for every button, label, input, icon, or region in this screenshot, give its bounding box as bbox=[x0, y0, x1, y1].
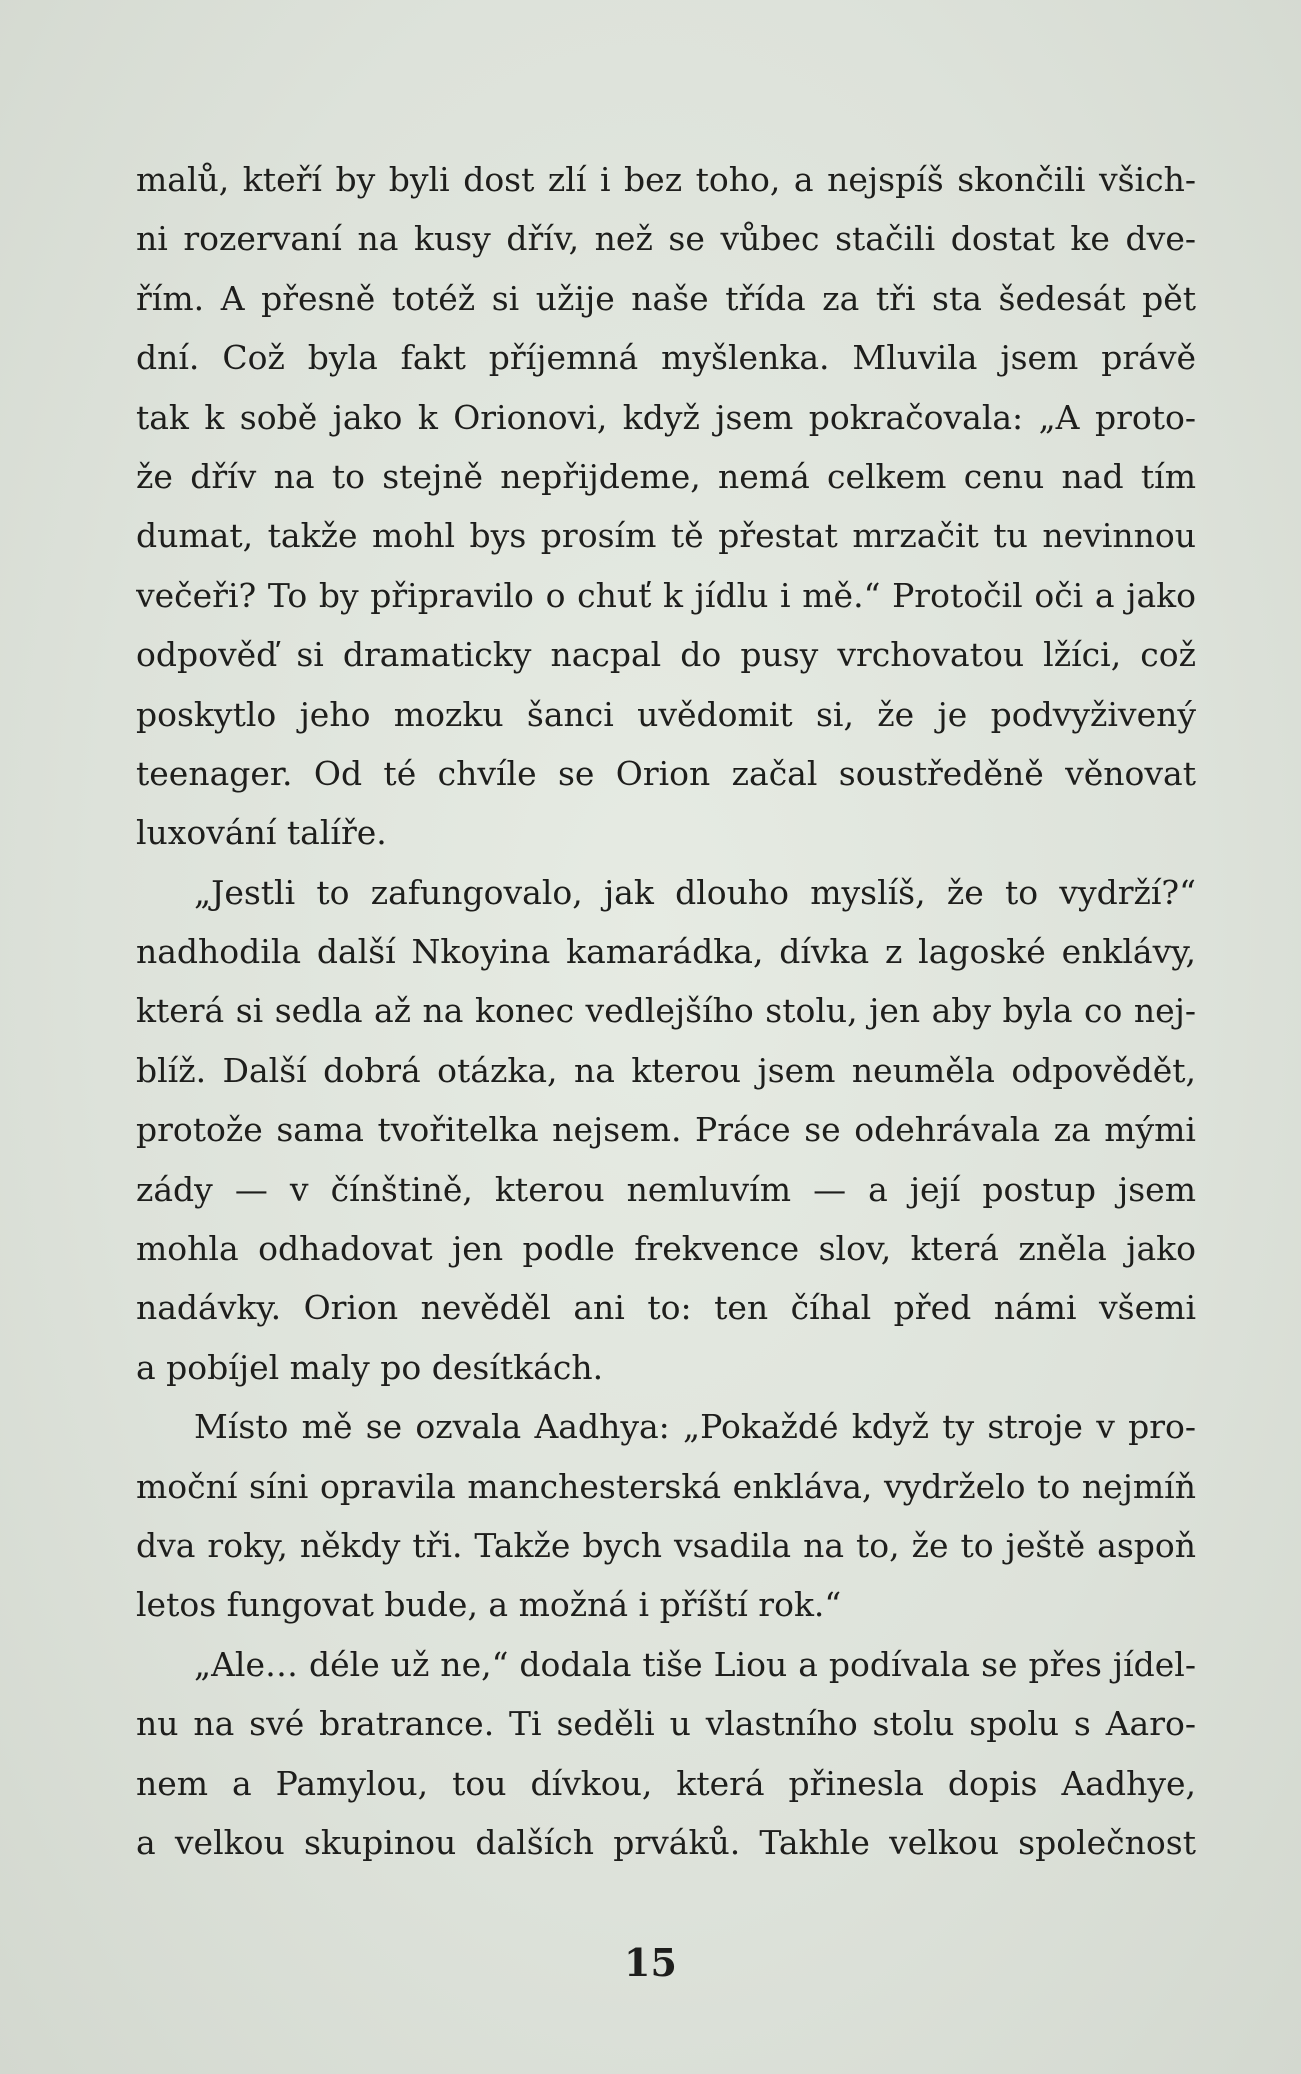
text-line: dva roky, někdy tři. Takže bych vsadila na to, že to ještě aspoň bbox=[136, 1525, 1196, 1565]
text-line: odpověď si dramaticky nacpal do pusy vrchovatou lžíci, což bbox=[136, 635, 1196, 675]
text-line: večeři? To by připravilo o chuť k jídlu i mě.“ Protočil oči a jako bbox=[136, 575, 1196, 615]
text-line: moční síni opravila manchesterská enkláva, vydrželo to nejmíň bbox=[136, 1466, 1196, 1506]
text-line: zády — v čínštině, kterou nemluvím — a její postup jsem bbox=[136, 1169, 1196, 1209]
text-line: poskytlo jeho mozku šanci uvědomit si, že je podvyživený bbox=[136, 694, 1196, 734]
text-line: a velkou skupinou dalších prváků. Takhle velkou společnost bbox=[136, 1822, 1196, 1862]
text-line: která si sedla až na konec vedlejšího stolu, jen aby byla co nej- bbox=[136, 991, 1196, 1031]
text-line: dní. Což byla fakt příjemná myšlenka. Mluvila jsem právě bbox=[136, 338, 1196, 378]
text-line: letos fungovat bude, a možná i příští rok.“ bbox=[136, 1585, 842, 1625]
page-number: 15 bbox=[624, 1940, 677, 1985]
text-line: tak k sobě jako k Orionovi, když jsem pokračovala: „A proto- bbox=[136, 397, 1196, 437]
text-line: teenager. Od té chvíle se Orion začal soustředěně věnovat bbox=[136, 753, 1196, 793]
text-line: že dřív na to stejně nepřijdeme, nemá celkem cenu nad tím bbox=[136, 456, 1196, 496]
text-line: dumat, takže mohl bys prosím tě přestat mrzačit tu nevinnou bbox=[136, 516, 1196, 556]
text-line: „Jestli to zafungovalo, jak dlouho myslíš, že to vydrží?“ bbox=[194, 872, 1196, 912]
text-line: luxování talíře. bbox=[136, 813, 387, 853]
text-line: Místo mě se ozvala Aadhya: „Pokaždé když ty stroje v pro- bbox=[194, 1407, 1196, 1447]
text-line: blíž. Další dobrá otázka, na kterou jsem neuměla odpovědět, bbox=[136, 1050, 1196, 1090]
text-line: nadávky. Orion nevěděl ani to: ten číhal před námi všemi bbox=[136, 1288, 1196, 1328]
text-line: malů, kteří by byli dost zlí i bez toho, a nejspíš skončili všich- bbox=[136, 160, 1196, 199]
text-line: ni rozervaní na kusy dřív, než se vůbec stačili dostat ke dve- bbox=[136, 219, 1196, 259]
text-line: nadhodila další Nkoyina kamarádka, dívka z lagoské enklávy, bbox=[136, 932, 1196, 972]
book-page-text bbox=[136, 150, 1196, 1872]
text-line: nu na své bratrance. Ti seděli u vlastního stolu spolu s Aaro- bbox=[136, 1704, 1196, 1744]
text-line: řím. A přesně totéž si užije naše třída za tři sta šedesát pět bbox=[136, 278, 1196, 318]
text-line: nem a Pamylou, tou dívkou, která přinesla dopis Aadhye, bbox=[136, 1763, 1196, 1803]
text-line: „Ale… déle už ne,“ dodala tiše Liou a podívala se přes jídel- bbox=[194, 1644, 1196, 1684]
text-line: protože sama tvořitelka nejsem. Práce se odehrávala za mými bbox=[136, 1110, 1196, 1150]
text-line: a pobíjel maly po desítkách. bbox=[136, 1347, 604, 1387]
text-line: mohla odhadovat jen podle frekvence slov, která zněla jako bbox=[136, 1229, 1196, 1269]
